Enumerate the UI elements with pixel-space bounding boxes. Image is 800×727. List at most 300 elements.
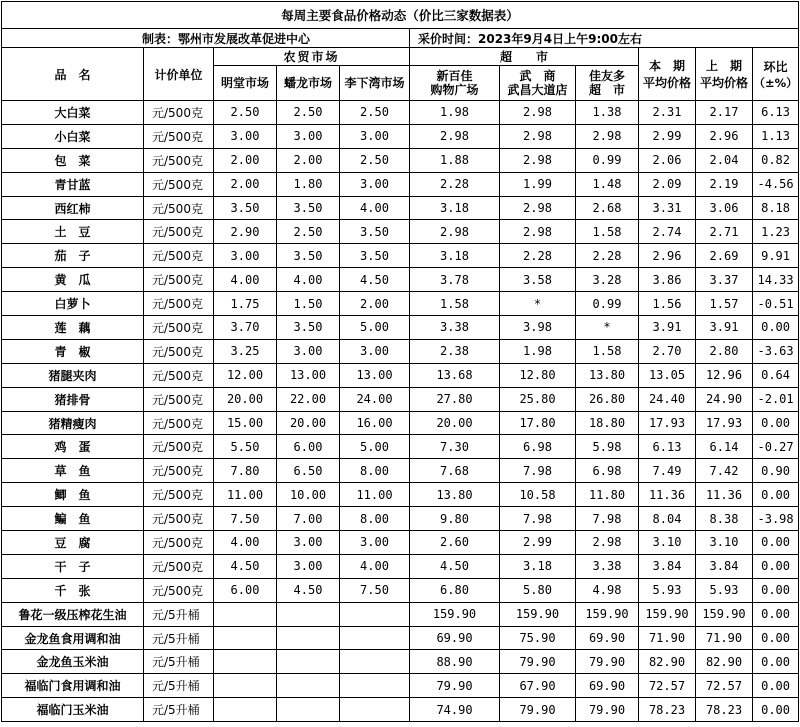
price-panlong: 1.80 <box>277 172 340 196</box>
price-xinbaijia: 3.78 <box>410 268 500 292</box>
price-jiayouduo: 2.98 <box>576 124 639 148</box>
header-unit: 计价单位 <box>144 48 214 101</box>
price-jiayouduo: 5.98 <box>576 435 639 459</box>
unit-cell: 元/5升桶 <box>144 698 214 722</box>
this-avg: 2.99 <box>639 124 696 148</box>
table-row <box>2 148 799 172</box>
price-wushang: 159.90 <box>500 602 576 626</box>
header-product: 品 名 <box>2 48 144 101</box>
price-wushang: 2.98 <box>500 101 576 125</box>
table-row <box>2 554 799 578</box>
table-row <box>2 483 799 507</box>
header-last-avg: 上 期 平均价格 <box>696 48 753 101</box>
product-name: 鸡 蛋 <box>2 435 144 459</box>
unit-cell: 元/500克 <box>144 411 214 435</box>
price-mingtang: 2.90 <box>214 220 277 244</box>
change-ratio: -3.63 <box>753 339 799 363</box>
this-avg: 24.40 <box>639 387 696 411</box>
price-lixiawan <box>340 650 410 674</box>
table-row <box>2 101 799 125</box>
price-xinbaijia: 2.60 <box>410 531 500 555</box>
price-jiayouduo: 0.99 <box>576 148 639 172</box>
price-wushang: * <box>500 292 576 316</box>
price-lixiawan: 11.00 <box>340 483 410 507</box>
price-panlong <box>277 650 340 674</box>
this-avg: 3.10 <box>639 531 696 555</box>
price-mingtang: 1.75 <box>214 292 277 316</box>
price-xinbaijia: 1.58 <box>410 292 500 316</box>
this-avg: 17.93 <box>639 411 696 435</box>
header-mingtang: 明堂市场 <box>214 66 277 101</box>
product-name: 莲 藕 <box>2 316 144 340</box>
table-row <box>2 363 799 387</box>
price-panlong: 6.50 <box>277 459 340 483</box>
product-name: 金龙鱼食用调和油 <box>2 626 144 650</box>
product-name: 白萝卜 <box>2 292 144 316</box>
price-jiayouduo: 26.80 <box>576 387 639 411</box>
price-panlong: 2.00 <box>277 148 340 172</box>
change-ratio: 9.91 <box>753 244 799 268</box>
price-jiayouduo: 2.28 <box>576 244 639 268</box>
price-lixiawan: 5.00 <box>340 435 410 459</box>
last-avg: 3.91 <box>696 316 753 340</box>
change-ratio: 0.00 <box>753 578 799 602</box>
table-row <box>2 292 799 316</box>
this-avg: 1.56 <box>639 292 696 316</box>
price-panlong: 4.00 <box>277 268 340 292</box>
product-name: 包 菜 <box>2 148 144 172</box>
price-lixiawan: 13.00 <box>340 363 410 387</box>
unit-cell: 元/5升桶 <box>144 602 214 626</box>
price-wushang: 6.98 <box>500 435 576 459</box>
price-xinbaijia: 27.80 <box>410 387 500 411</box>
product-name: 西红柿 <box>2 196 144 220</box>
price-lixiawan: 2.00 <box>340 292 410 316</box>
price-xinbaijia: 159.90 <box>410 602 500 626</box>
product-name: 福临门食用调和油 <box>2 674 144 698</box>
header-xinbaijia: 新百佳 购物广场 <box>410 66 500 101</box>
price-mingtang <box>214 602 277 626</box>
price-panlong <box>277 674 340 698</box>
price-wushang: 79.90 <box>500 698 576 722</box>
this-avg: 78.23 <box>639 698 696 722</box>
price-panlong: 4.50 <box>277 578 340 602</box>
product-name: 鳊 鱼 <box>2 507 144 531</box>
table-row <box>2 268 799 292</box>
product-name: 青 椒 <box>2 339 144 363</box>
price-panlong: 3.50 <box>277 316 340 340</box>
price-jiayouduo: 7.98 <box>576 507 639 531</box>
this-avg: 2.96 <box>639 244 696 268</box>
change-ratio: 6.13 <box>753 101 799 125</box>
last-avg: 5.93 <box>696 578 753 602</box>
price-lixiawan: 3.00 <box>340 124 410 148</box>
last-avg: 1.57 <box>696 292 753 316</box>
unit-cell: 元/500克 <box>144 387 214 411</box>
unit-cell: 元/500克 <box>144 578 214 602</box>
price-jiayouduo: 2.98 <box>576 531 639 555</box>
last-avg: 11.36 <box>696 483 753 507</box>
unit-cell: 元/500克 <box>144 554 214 578</box>
price-jiayouduo: 1.58 <box>576 339 639 363</box>
maker-label: 制表：鄂州市发展改革促进中心 <box>2 29 410 48</box>
header-this-avg: 本 期 平均价格 <box>639 48 696 101</box>
change-ratio: 14.33 <box>753 268 799 292</box>
product-name: 猪腿夹肉 <box>2 363 144 387</box>
last-avg: 3.10 <box>696 531 753 555</box>
header-lixiawan: 李下湾市场 <box>340 66 410 101</box>
unit-cell: 元/500克 <box>144 196 214 220</box>
change-ratio: 0.00 <box>753 650 799 674</box>
price-jiayouduo: 69.90 <box>576 626 639 650</box>
last-avg: 2.17 <box>696 101 753 125</box>
this-avg: 159.90 <box>639 602 696 626</box>
header-ratio: 环比 （±%） <box>753 48 799 101</box>
unit-cell: 元/500克 <box>144 268 214 292</box>
price-mingtang <box>214 674 277 698</box>
this-avg: 7.49 <box>639 459 696 483</box>
last-avg: 3.84 <box>696 554 753 578</box>
product-name: 青甘蓝 <box>2 172 144 196</box>
price-mingtang: 2.00 <box>214 172 277 196</box>
table-row <box>2 339 799 363</box>
last-avg: 6.14 <box>696 435 753 459</box>
change-ratio: 0.00 <box>753 316 799 340</box>
price-wushang: 12.80 <box>500 363 576 387</box>
product-name: 土 豆 <box>2 220 144 244</box>
this-avg: 6.13 <box>639 435 696 459</box>
price-xinbaijia: 4.50 <box>410 554 500 578</box>
last-avg: 2.69 <box>696 244 753 268</box>
price-mingtang: 12.00 <box>214 363 277 387</box>
this-avg: 11.36 <box>639 483 696 507</box>
unit-cell: 元/500克 <box>144 531 214 555</box>
change-ratio: 0.00 <box>753 602 799 626</box>
price-panlong: 6.00 <box>277 435 340 459</box>
change-ratio: 0.00 <box>753 626 799 650</box>
price-jiayouduo: 1.58 <box>576 220 639 244</box>
price-jiayouduo: 11.80 <box>576 483 639 507</box>
price-lixiawan <box>340 674 410 698</box>
price-jiayouduo: 3.38 <box>576 554 639 578</box>
unit-cell: 元/500克 <box>144 363 214 387</box>
product-name: 大白菜 <box>2 101 144 125</box>
price-panlong: 3.00 <box>277 339 340 363</box>
price-wushang: 75.90 <box>500 626 576 650</box>
this-avg: 2.74 <box>639 220 696 244</box>
table-row <box>2 196 799 220</box>
price-xinbaijia: 6.80 <box>410 578 500 602</box>
last-avg: 7.42 <box>696 459 753 483</box>
price-panlong <box>277 602 340 626</box>
change-ratio: 0.64 <box>753 363 799 387</box>
this-avg: 82.90 <box>639 650 696 674</box>
price-xinbaijia: 79.90 <box>410 674 500 698</box>
price-xinbaijia: 13.80 <box>410 483 500 507</box>
this-avg: 3.86 <box>639 268 696 292</box>
price-jiayouduo: 3.28 <box>576 268 639 292</box>
price-xinbaijia: 9.80 <box>410 507 500 531</box>
this-avg: 2.31 <box>639 101 696 125</box>
last-avg: 8.38 <box>696 507 753 531</box>
price-panlong: 3.00 <box>277 124 340 148</box>
price-xinbaijia: 3.38 <box>410 316 500 340</box>
price-mingtang: 20.00 <box>214 387 277 411</box>
last-avg: 72.57 <box>696 674 753 698</box>
this-avg: 3.31 <box>639 196 696 220</box>
price-mingtang: 2.00 <box>214 148 277 172</box>
price-jiayouduo: 18.80 <box>576 411 639 435</box>
table-row <box>2 435 799 459</box>
price-wushang: 1.99 <box>500 172 576 196</box>
price-wushang: 3.98 <box>500 316 576 340</box>
unit-cell: 元/500克 <box>144 124 214 148</box>
last-avg: 78.23 <box>696 698 753 722</box>
price-mingtang <box>214 650 277 674</box>
unit-cell: 元/500克 <box>144 435 214 459</box>
price-lixiawan <box>340 698 410 722</box>
price-lixiawan: 24.00 <box>340 387 410 411</box>
price-lixiawan: 3.50 <box>340 244 410 268</box>
price-mingtang <box>214 698 277 722</box>
product-name: 千 张 <box>2 578 144 602</box>
change-ratio: 0.00 <box>753 674 799 698</box>
price-xinbaijia: 1.88 <box>410 148 500 172</box>
price-panlong: 7.00 <box>277 507 340 531</box>
price-xinbaijia: 69.90 <box>410 626 500 650</box>
price-mingtang: 7.80 <box>214 459 277 483</box>
this-avg: 13.05 <box>639 363 696 387</box>
unit-cell: 元/5升桶 <box>144 626 214 650</box>
price-xinbaijia: 1.98 <box>410 101 500 125</box>
table-row <box>2 316 799 340</box>
change-ratio: 0.82 <box>753 148 799 172</box>
price-xinbaijia: 2.28 <box>410 172 500 196</box>
product-name: 干 子 <box>2 554 144 578</box>
price-wushang: 2.98 <box>500 220 576 244</box>
price-lixiawan: 8.00 <box>340 459 410 483</box>
unit-cell: 元/5升桶 <box>144 650 214 674</box>
last-avg: 3.06 <box>696 196 753 220</box>
change-ratio: -4.56 <box>753 172 799 196</box>
price-lixiawan: 3.50 <box>340 220 410 244</box>
price-wushang: 2.98 <box>500 148 576 172</box>
price-table <box>1 1 799 722</box>
collect-time: 采价时间：2023年9月4日上午9:00左右 <box>410 29 799 48</box>
price-jiayouduo: 1.48 <box>576 172 639 196</box>
price-xinbaijia: 3.18 <box>410 196 500 220</box>
price-xinbaijia: 2.38 <box>410 339 500 363</box>
change-ratio: 8.18 <box>753 196 799 220</box>
price-mingtang: 4.00 <box>214 531 277 555</box>
product-name: 猪精瘦肉 <box>2 411 144 435</box>
price-xinbaijia: 13.68 <box>410 363 500 387</box>
table-row <box>2 626 799 650</box>
table-row <box>2 650 799 674</box>
table-row <box>2 411 799 435</box>
last-avg: 2.19 <box>696 172 753 196</box>
price-wushang: 2.98 <box>500 124 576 148</box>
price-wushang: 3.18 <box>500 554 576 578</box>
product-name: 豆 腐 <box>2 531 144 555</box>
this-avg: 2.09 <box>639 172 696 196</box>
price-panlong: 13.00 <box>277 363 340 387</box>
price-wushang: 10.58 <box>500 483 576 507</box>
last-avg: 17.93 <box>696 411 753 435</box>
header-panlong: 蟠龙市场 <box>277 66 340 101</box>
product-name: 茄 子 <box>2 244 144 268</box>
price-jiayouduo: 13.80 <box>576 363 639 387</box>
price-jiayouduo: 1.38 <box>576 101 639 125</box>
table-row <box>2 172 799 196</box>
price-lixiawan <box>340 626 410 650</box>
price-panlong: 3.50 <box>277 244 340 268</box>
price-lixiawan: 16.00 <box>340 411 410 435</box>
change-ratio: -0.27 <box>753 435 799 459</box>
price-lixiawan: 3.00 <box>340 339 410 363</box>
price-xinbaijia: 20.00 <box>410 411 500 435</box>
price-wushang: 1.98 <box>500 339 576 363</box>
price-mingtang: 6.00 <box>214 578 277 602</box>
unit-cell: 元/500克 <box>144 483 214 507</box>
table-row <box>2 244 799 268</box>
this-avg: 72.57 <box>639 674 696 698</box>
unit-cell: 元/500克 <box>144 101 214 125</box>
change-ratio: 1.13 <box>753 124 799 148</box>
table-row <box>2 124 799 148</box>
table-row <box>2 698 799 722</box>
last-avg: 12.96 <box>696 363 753 387</box>
table-row <box>2 507 799 531</box>
last-avg: 24.90 <box>696 387 753 411</box>
price-panlong: 2.50 <box>277 220 340 244</box>
change-ratio: 0.00 <box>753 411 799 435</box>
product-name: 黄 瓜 <box>2 268 144 292</box>
price-panlong: 20.00 <box>277 411 340 435</box>
price-lixiawan: 7.50 <box>340 578 410 602</box>
unit-cell: 元/5升桶 <box>144 674 214 698</box>
price-mingtang: 4.50 <box>214 554 277 578</box>
price-panlong: 1.50 <box>277 292 340 316</box>
table-row <box>2 578 799 602</box>
header-wushang: 武 商 武昌大道店 <box>500 66 576 101</box>
price-xinbaijia: 7.68 <box>410 459 500 483</box>
price-mingtang <box>214 626 277 650</box>
price-wushang: 25.80 <box>500 387 576 411</box>
price-lixiawan: 3.00 <box>340 531 410 555</box>
price-xinbaijia: 3.18 <box>410 244 500 268</box>
price-mingtang: 3.70 <box>214 316 277 340</box>
unit-cell: 元/500克 <box>144 339 214 363</box>
price-lixiawan: 4.00 <box>340 554 410 578</box>
table-title: 每周主要食品价格动态（价比三家数据表） <box>2 2 799 29</box>
price-jiayouduo: 69.90 <box>576 674 639 698</box>
unit-cell: 元/500克 <box>144 507 214 531</box>
price-mingtang: 2.50 <box>214 101 277 125</box>
price-wushang: 3.58 <box>500 268 576 292</box>
change-ratio: 0.00 <box>753 531 799 555</box>
price-wushang: 2.98 <box>500 196 576 220</box>
product-name: 鲁花一级压榨花生油 <box>2 602 144 626</box>
unit-cell: 元/500克 <box>144 459 214 483</box>
price-wushang: 2.99 <box>500 531 576 555</box>
product-name: 小白菜 <box>2 124 144 148</box>
price-panlong <box>277 698 340 722</box>
price-panlong: 22.00 <box>277 387 340 411</box>
table-row <box>2 531 799 555</box>
change-ratio: -3.98 <box>753 507 799 531</box>
header-supermarket: 超 市 <box>410 48 639 66</box>
price-lixiawan: 3.00 <box>340 172 410 196</box>
price-xinbaijia: 2.98 <box>410 124 500 148</box>
price-wushang: 79.90 <box>500 650 576 674</box>
last-avg: 2.96 <box>696 124 753 148</box>
unit-cell: 元/500克 <box>144 292 214 316</box>
price-xinbaijia: 88.90 <box>410 650 500 674</box>
table-row <box>2 674 799 698</box>
price-xinbaijia: 2.98 <box>410 220 500 244</box>
price-wushang: 67.90 <box>500 674 576 698</box>
change-ratio: -0.51 <box>753 292 799 316</box>
product-name: 鲫 鱼 <box>2 483 144 507</box>
product-name: 草 鱼 <box>2 459 144 483</box>
this-avg: 8.04 <box>639 507 696 531</box>
table-row <box>2 387 799 411</box>
change-ratio: 0.90 <box>753 459 799 483</box>
price-lixiawan: 8.00 <box>340 507 410 531</box>
this-avg: 2.70 <box>639 339 696 363</box>
product-name: 金龙鱼玉米油 <box>2 650 144 674</box>
price-panlong: 3.00 <box>277 554 340 578</box>
change-ratio: 0.00 <box>753 554 799 578</box>
price-jiayouduo: 2.68 <box>576 196 639 220</box>
price-mingtang: 15.00 <box>214 411 277 435</box>
last-avg: 159.90 <box>696 602 753 626</box>
price-mingtang: 3.50 <box>214 196 277 220</box>
last-avg: 2.71 <box>696 220 753 244</box>
price-xinbaijia: 74.90 <box>410 698 500 722</box>
last-avg: 82.90 <box>696 650 753 674</box>
header-jiayouduo: 佳友多 超 市 <box>576 66 639 101</box>
table-row <box>2 602 799 626</box>
change-ratio: 0.00 <box>753 483 799 507</box>
price-jiayouduo: 79.90 <box>576 650 639 674</box>
price-wushang: 7.98 <box>500 459 576 483</box>
change-ratio: -2.01 <box>753 387 799 411</box>
price-panlong <box>277 626 340 650</box>
last-avg: 2.80 <box>696 339 753 363</box>
unit-cell: 元/500克 <box>144 148 214 172</box>
price-jiayouduo: 4.98 <box>576 578 639 602</box>
price-mingtang: 3.25 <box>214 339 277 363</box>
header-farm-market: 农贸市场 <box>214 48 410 66</box>
this-avg: 71.90 <box>639 626 696 650</box>
price-wushang: 17.80 <box>500 411 576 435</box>
last-avg: 2.04 <box>696 148 753 172</box>
price-xinbaijia: 7.30 <box>410 435 500 459</box>
price-wushang: 2.28 <box>500 244 576 268</box>
price-mingtang: 3.00 <box>214 124 277 148</box>
table-row <box>2 459 799 483</box>
price-jiayouduo: * <box>576 316 639 340</box>
price-panlong: 3.00 <box>277 531 340 555</box>
unit-cell: 元/500克 <box>144 244 214 268</box>
price-wushang: 5.80 <box>500 578 576 602</box>
product-name: 福临门玉米油 <box>2 698 144 722</box>
this-avg: 2.06 <box>639 148 696 172</box>
last-avg: 71.90 <box>696 626 753 650</box>
table-row <box>2 220 799 244</box>
